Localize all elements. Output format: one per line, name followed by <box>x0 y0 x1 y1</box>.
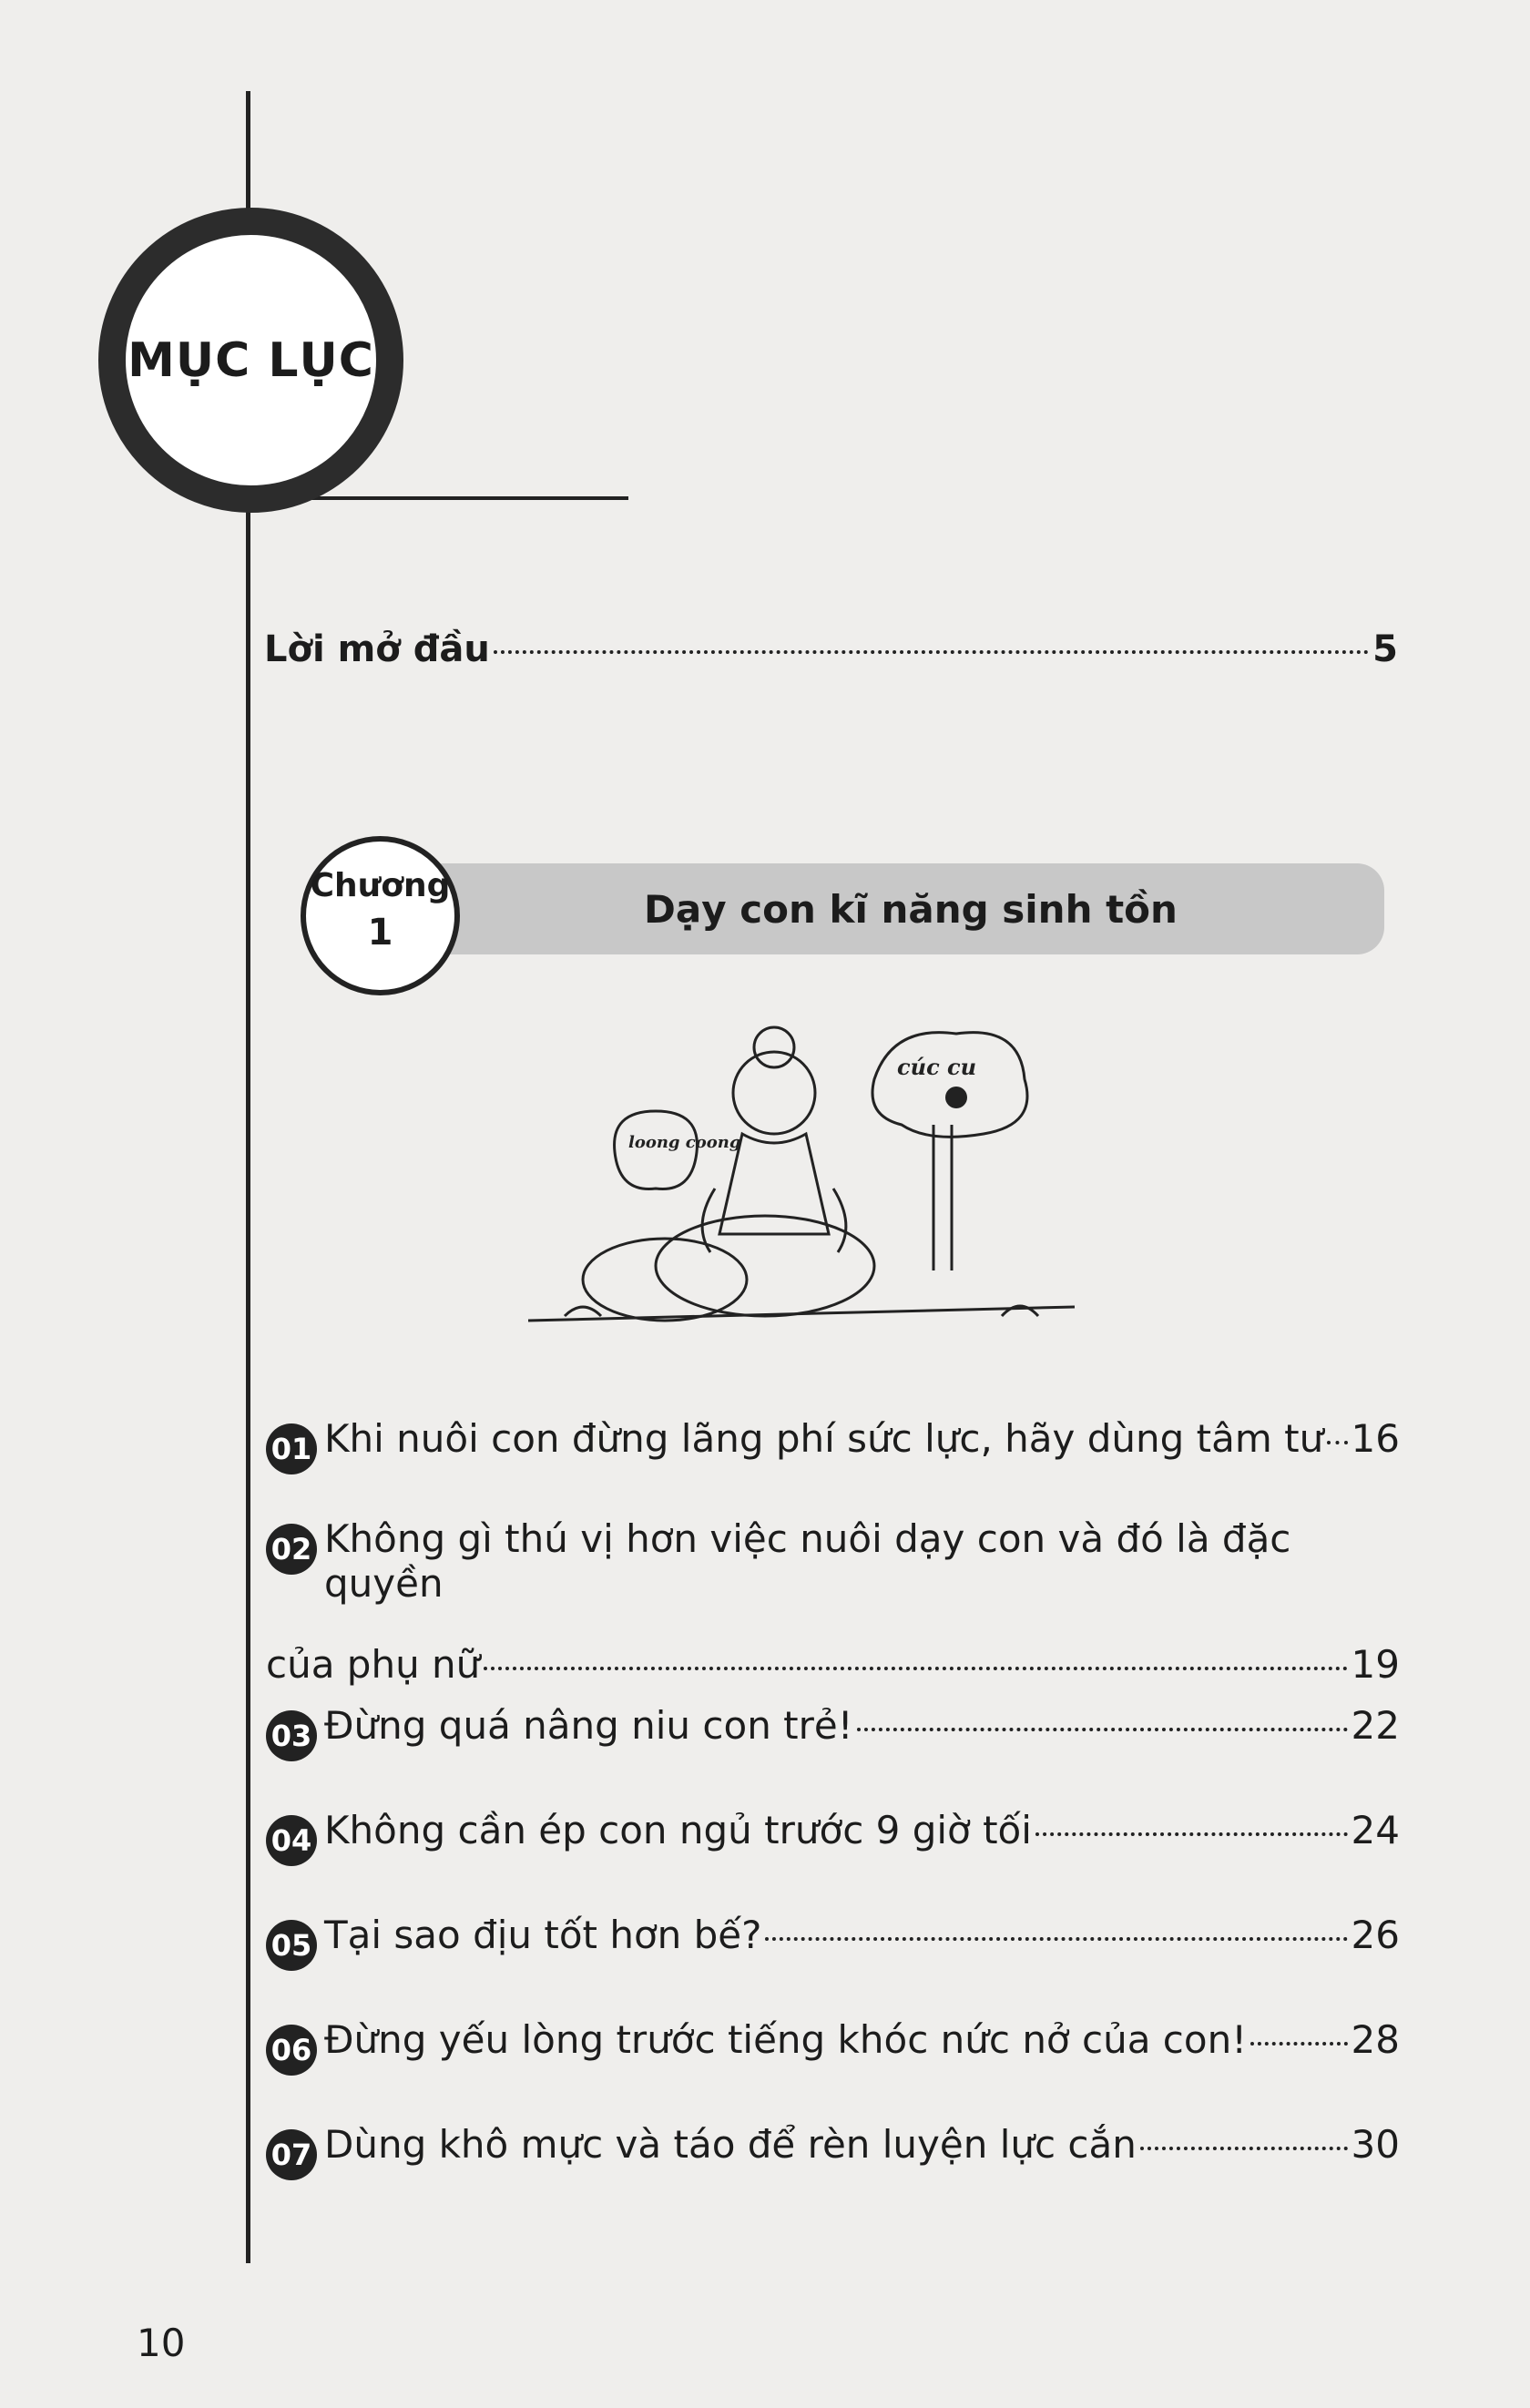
bubble-left-text: loong coong <box>628 1133 741 1152</box>
toc-entry-page: 5 <box>1372 628 1398 670</box>
entry-number-badge: 03 <box>266 1710 317 1761</box>
toc-entry[interactable] <box>266 2017 1400 2068</box>
toc-entry-label: Đừng yếu lòng trước tiếng khóc nức nở của con! <box>324 2017 1248 2062</box>
toc-entry-page: 19 <box>1351 1642 1400 1687</box>
dot-leader <box>765 1937 1347 1941</box>
toc-entry-page: 26 <box>1351 1913 1400 1957</box>
toc-heading-badge <box>98 208 403 513</box>
chapter-number: 1 <box>367 912 393 954</box>
toc-entry-page: 22 <box>1351 1703 1400 1748</box>
dot-leader <box>1035 1832 1348 1836</box>
toc-entry-page: 16 <box>1351 1416 1400 1461</box>
toc-heading: MỤC LỤC <box>128 332 374 388</box>
toc-entry[interactable] <box>266 1703 1400 1754</box>
mother-child-illustration <box>528 1006 1093 1334</box>
toc-entry[interactable] <box>266 1516 1400 1687</box>
toc-entry[interactable] <box>266 2122 1400 2173</box>
entry-number-badge: 06 <box>266 2025 317 2076</box>
entry-number-badge: 01 <box>266 1423 317 1474</box>
dot-leader <box>494 650 1369 654</box>
toc-entry-label-cont: của phụ nữ <box>266 1642 481 1687</box>
entry-number-badge: 02 <box>266 1524 317 1575</box>
toc-entry-label: Khi nuôi con đừng lãng phí sức lực, hãy dùng tâm tư <box>324 1416 1324 1461</box>
dot-leader <box>1327 1441 1347 1444</box>
entry-number-badge: 05 <box>266 1920 317 1971</box>
toc-entry-page: 30 <box>1351 2122 1400 2167</box>
chapter-badge <box>301 836 460 995</box>
toc-entry-label: Dùng khô mực và táo để rèn luyện lực cắn <box>324 2122 1137 2167</box>
toc-entry-label: Không cần ép con ngủ trước 9 giờ tối <box>324 1808 1032 1852</box>
chapter-title-bar <box>382 863 1384 954</box>
toc-entry-label: Tại sao địu tốt hơn bế? <box>324 1913 762 1957</box>
dot-leader <box>1140 2147 1348 2150</box>
toc-entry-label: Đừng quá nâng niu con trẻ! <box>324 1703 853 1748</box>
dot-leader <box>1250 2042 1348 2046</box>
entry-number-badge: 07 <box>266 2129 317 2180</box>
toc-entry-page: 24 <box>1351 1808 1400 1852</box>
chapter-title: Dạy con kĩ năng sinh tồn <box>644 886 1178 932</box>
chapter-word: Chương <box>310 867 451 904</box>
toc-entry-page: 28 <box>1351 2017 1400 2062</box>
toc-entry[interactable] <box>266 1416 1400 1467</box>
toc-entry[interactable] <box>266 1913 1400 1964</box>
bubble-right-text: cúc cu <box>897 1054 977 1080</box>
dot-leader <box>484 1667 1347 1670</box>
toc-entry-label: Không gì thú vị hơn việc nuôi dạy con và đó là đặc quyền <box>324 1516 1291 1606</box>
toc-entry-intro[interactable] <box>264 628 1398 670</box>
toc-entry[interactable] <box>266 1808 1400 1859</box>
toc-entry-label: Lời mở đầu <box>264 628 490 670</box>
dot-leader <box>857 1728 1348 1731</box>
entry-number-badge: 04 <box>266 1815 317 1866</box>
page-number: 10 <box>137 2321 186 2365</box>
